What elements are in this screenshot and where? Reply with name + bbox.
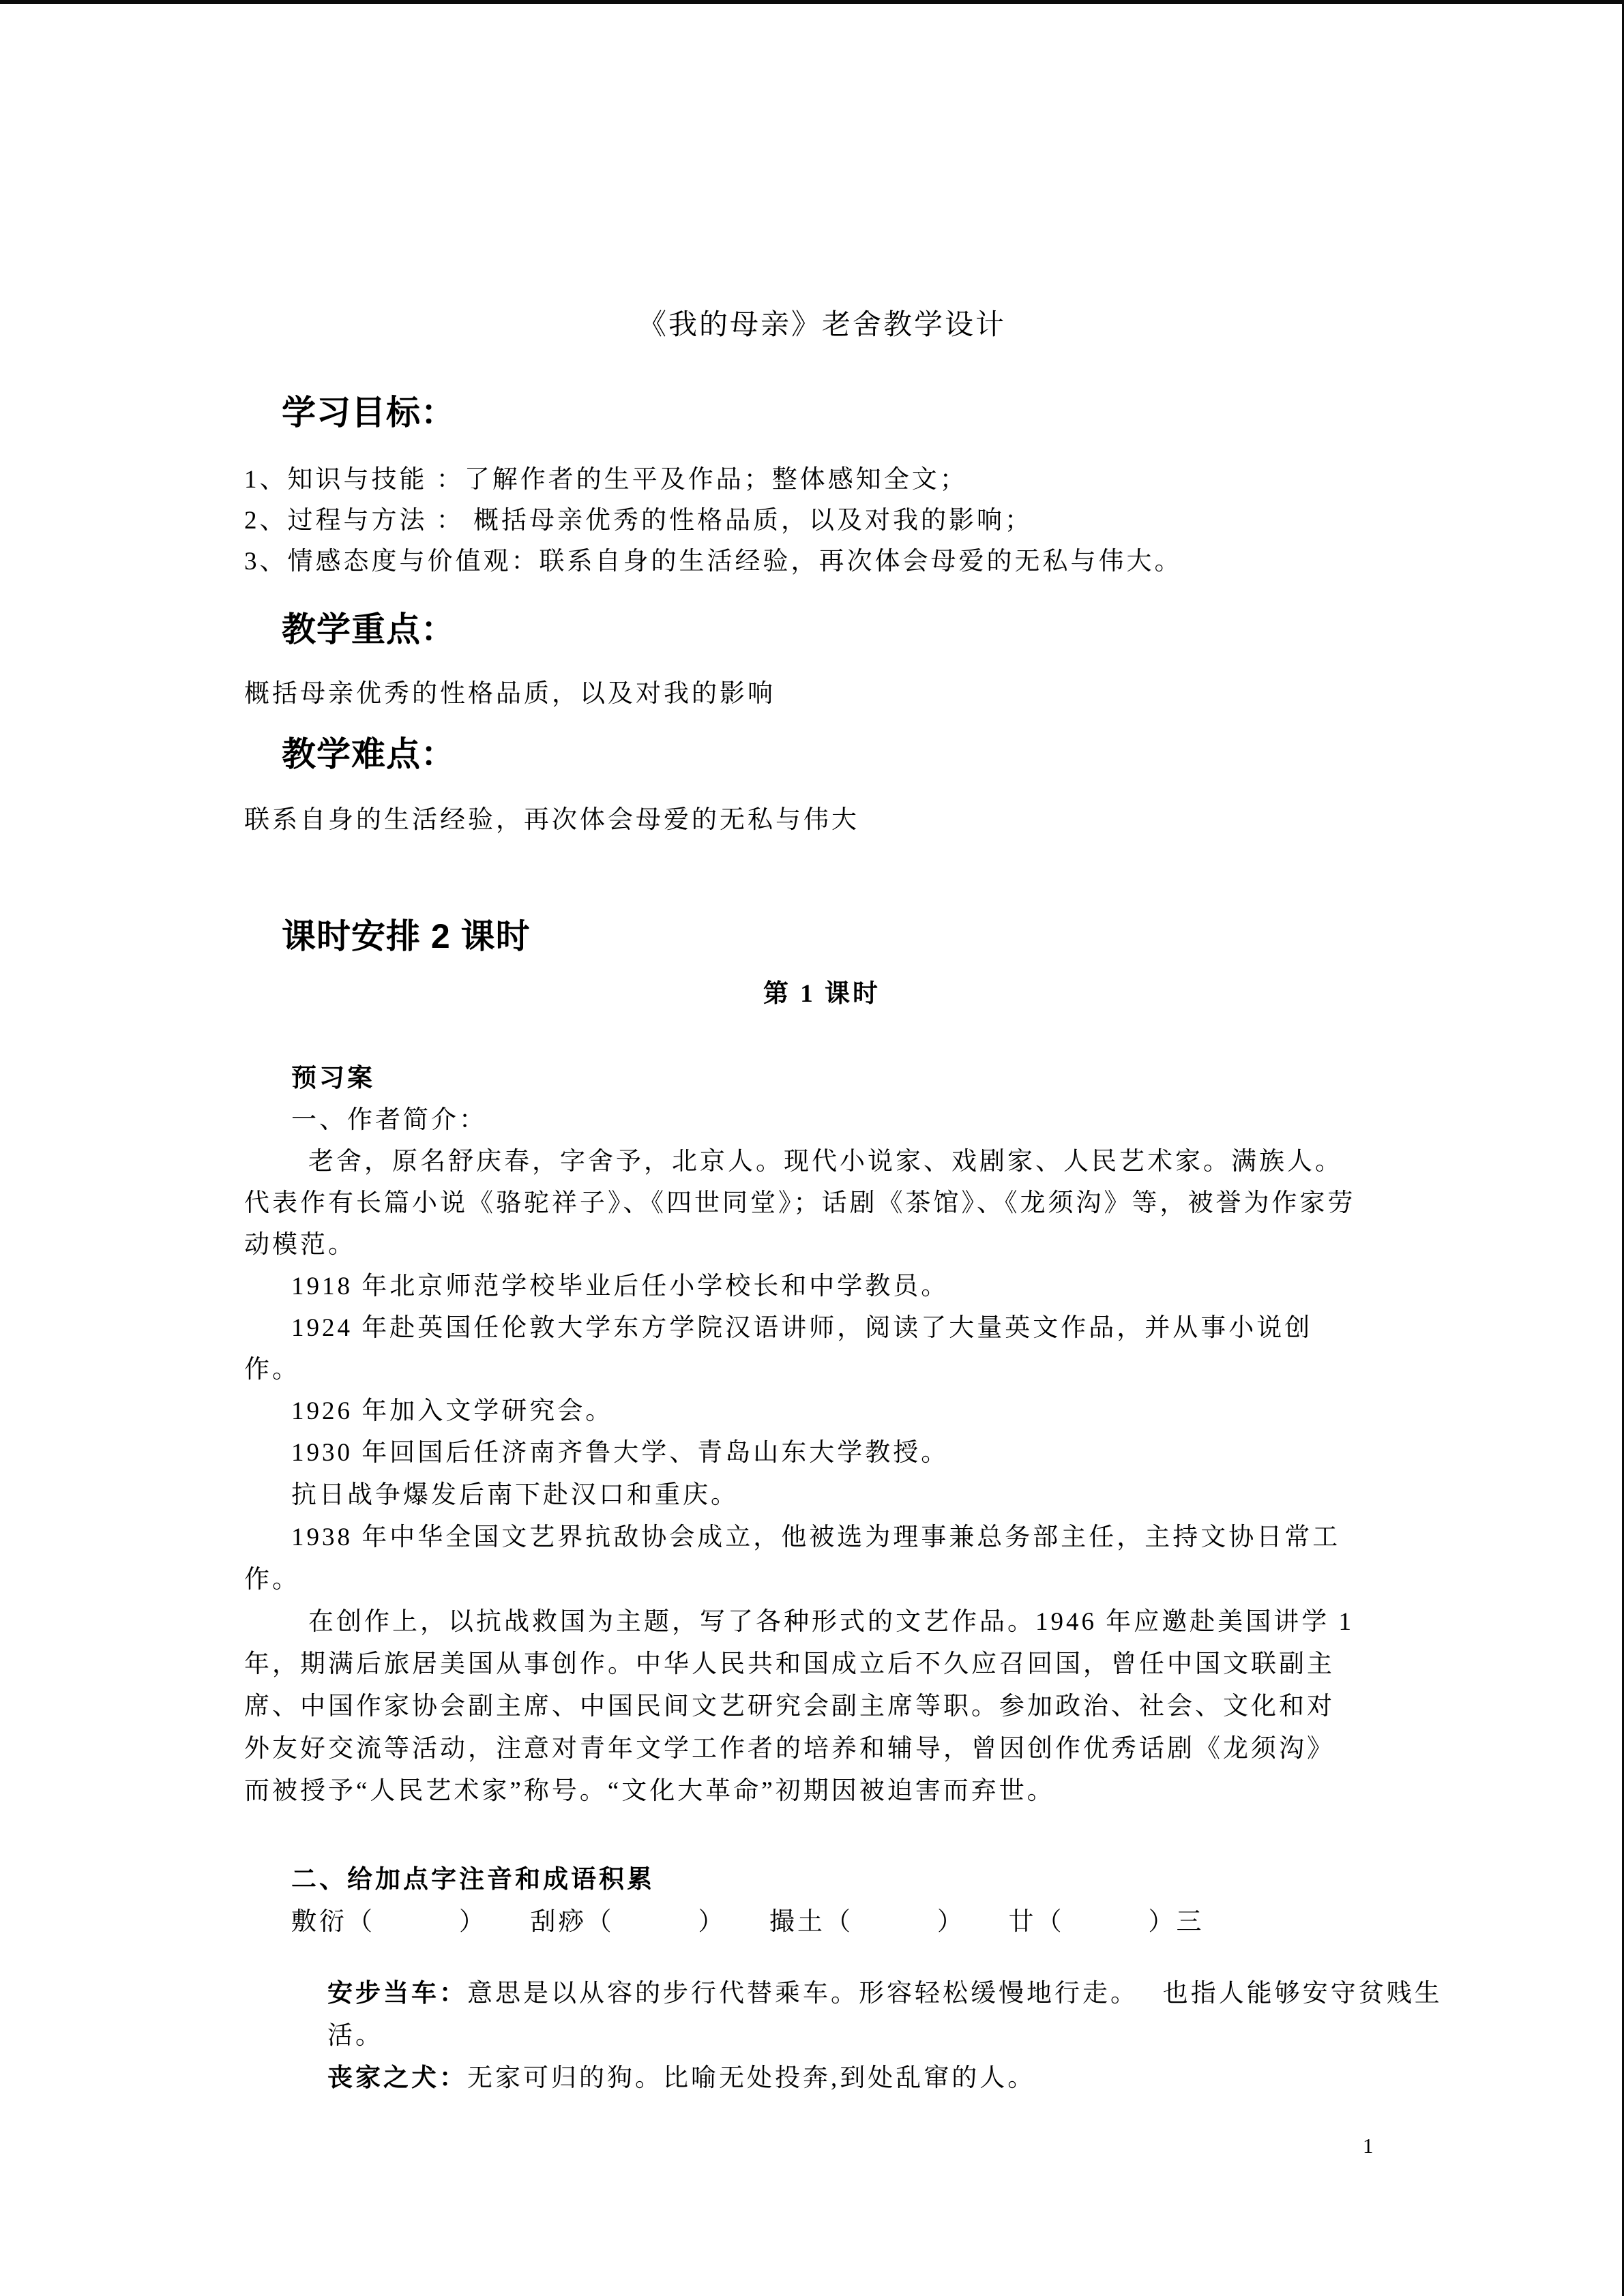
author-line: 1918 年北京师范学校毕业后任小学校长和中学教员。	[291, 1272, 949, 1300]
author-line: 外友好交流等活动，注意对青年文学工作者的培养和辅导，曾因创作优秀话剧《龙须沟》	[244, 1735, 1335, 1763]
author-line: 1926 年加入文学研究会。	[291, 1397, 614, 1425]
pinyin-section-heading: 二、给加点字注音和成语积累	[291, 1866, 655, 1894]
author-line: 1938 年中华全国文艺界抗敌协会成立，他被选为理事兼总务部主任，主持文协日常工	[291, 1523, 1341, 1551]
author-line: 老舍，原名舒庆春，字舍予，北京人。现代小说家、戏剧家、人民艺术家。满族人。	[308, 1148, 1343, 1176]
idiom-definition: 无家可归的狗。比喻无处投奔,到处乱窜的人。	[467, 2064, 1036, 2093]
key-point-heading: 教学重点：	[282, 610, 456, 648]
pinyin-blanks-line: 敷衍（ ） 刮痧（ ） 撮土（ ） 廿（ ）三	[291, 1908, 1205, 1936]
schedule-heading: 课时安排 2 课时	[282, 917, 531, 955]
author-line: 席、中国作家协会副主席、中国民间文艺研究会副主席等职。参加政治、社会、文化和对	[244, 1693, 1335, 1720]
objective-item-2: 2、过程与方法 ： 概括母亲优秀的性格品质，以及对我的影响；	[244, 507, 1033, 535]
key-point-text: 概括母亲优秀的性格品质，以及对我的影响	[244, 680, 776, 708]
preview-heading: 预习案	[291, 1064, 375, 1092]
idiom-term: 安步当车：	[327, 1980, 467, 2008]
objective-item-3: 3、情感态度与价值观：联系自身的生活经验，再次体会母爱的无私与伟大。	[244, 548, 1183, 576]
author-line: 在创作上，以抗战救国为主题，写了各种形式的文艺作品。1946 年应邀赴美国讲学 1	[308, 1608, 1354, 1636]
author-line: 作。	[244, 1356, 300, 1384]
author-line: 年，期满后旅居美国从事创作。中华人民共和国成立后不久应召回国，曾任中国文联副主	[244, 1650, 1335, 1678]
difficulty-text: 联系自身的生活经验，再次体会母爱的无私与伟大	[244, 806, 859, 834]
objectives-heading: 学习目标：	[282, 393, 456, 432]
objective-item-1: 1、知识与技能 ：了解作者的生平及作品；整体感知全文；	[244, 466, 968, 494]
difficulty-heading: 教学难点：	[282, 735, 456, 773]
author-section-heading: 一、作者简介：	[291, 1106, 487, 1134]
author-line: 而被授予“人民艺术家”称号。“文化大革命”初期因被迫害而弃世。	[244, 1777, 1055, 1805]
idiom-term: 丧家之犬：	[327, 2064, 467, 2093]
document-title: 《我的母亲》老舍教学设计	[637, 310, 1006, 341]
top-border	[0, 0, 1624, 4]
author-line: 动模范。	[244, 1231, 356, 1259]
idiom-line	[291, 1949, 1443, 2040]
author-line: 作。	[244, 1566, 300, 1594]
lesson1-heading: 第 1 课时	[763, 980, 881, 1008]
author-line: 1930 年回国后任济南齐鲁大学、青岛山东大学教授。	[291, 1439, 949, 1467]
author-line: 1924 年赴英国任伦敦大学东方学院汉语讲师，阅读了大量英文作品，并从事小说创	[291, 1314, 1313, 1342]
idiom-line	[291, 2033, 1035, 2124]
page-number: 1	[1363, 2134, 1374, 2158]
idiom-definition: 活。	[327, 2022, 383, 2051]
author-line: 代表作有长篇小说《骆驼祥子》、《四世同堂》；话剧《茶馆》、《龙须沟》等，被誉为作家劳	[244, 1189, 1356, 1217]
idiom-definition: 意思是以从容的步行代替乘车。形容轻松缓慢地行走。 也指人能够安守贫贱生	[467, 1980, 1443, 2008]
author-line: 抗日战争爆发后南下赴汉口和重庆。	[291, 1481, 739, 1509]
